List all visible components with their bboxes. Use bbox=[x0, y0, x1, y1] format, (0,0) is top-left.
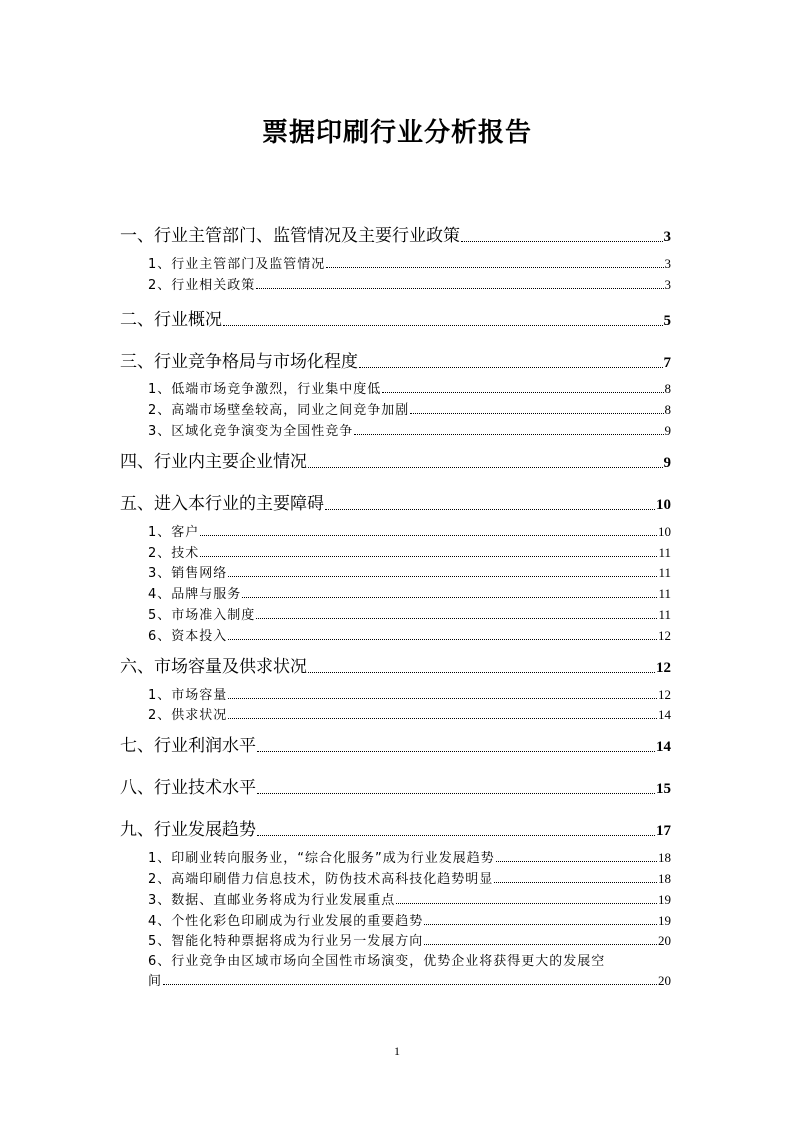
leader-dots bbox=[461, 240, 663, 242]
toc-page: 11 bbox=[658, 544, 671, 560]
leader-dots bbox=[359, 366, 663, 368]
toc-page: 3 bbox=[664, 276, 671, 292]
toc-label: 4、品牌与服务 bbox=[148, 587, 242, 603]
toc-label: 2、供求状况 bbox=[148, 708, 228, 724]
leader-dots bbox=[256, 287, 663, 289]
toc-page: 14 bbox=[658, 707, 671, 723]
toc-entry-9-2[interactable] bbox=[120, 866, 671, 887]
leader-dots bbox=[163, 983, 657, 985]
toc-entry-section-9[interactable] bbox=[120, 816, 671, 840]
toc-page: 14 bbox=[656, 739, 671, 756]
leader-dots bbox=[325, 508, 655, 510]
toc-page: 8 bbox=[664, 402, 671, 418]
toc-entry-3-2[interactable] bbox=[120, 397, 671, 418]
toc-entry-section-8[interactable] bbox=[120, 774, 671, 798]
toc-label: 六、市场容量及供求状况 bbox=[120, 656, 307, 677]
toc-entry-section-7[interactable] bbox=[120, 732, 671, 756]
toc-label: 1、低端市场竞争激烈，行业集中度低 bbox=[148, 382, 382, 398]
toc-label: 2、高端印刷借力信息技术，防伪技术高科技化趋势明显 bbox=[148, 871, 494, 887]
leader-dots bbox=[494, 881, 657, 883]
leader-dots bbox=[308, 671, 655, 673]
toc-entry-9-5[interactable] bbox=[120, 929, 671, 950]
toc-entry-3-1[interactable] bbox=[120, 377, 671, 398]
toc-entry-5-1[interactable] bbox=[120, 519, 671, 540]
toc-label: 3、区域化竞争演变为全国性竞争 bbox=[148, 423, 354, 439]
leader-dots bbox=[256, 617, 657, 619]
toc-label: 一、行业主管部门、监管情况及主要行业政策 bbox=[120, 226, 460, 246]
toc-page: 10 bbox=[658, 523, 671, 539]
toc-label: 八、行业技术水平 bbox=[120, 778, 256, 799]
toc-entry-9-1[interactable] bbox=[120, 845, 671, 866]
leader-dots bbox=[382, 391, 663, 393]
toc-page: 12 bbox=[658, 686, 671, 702]
toc-page: 18 bbox=[658, 850, 671, 866]
toc-page: 17 bbox=[656, 823, 671, 840]
toc-label: 1、行业主管部门及监管情况 bbox=[148, 256, 326, 272]
toc-page: 3 bbox=[664, 255, 671, 271]
toc-entry-3-3[interactable] bbox=[120, 418, 671, 439]
toc-label: 五、进入本行业的主要障碍 bbox=[120, 493, 324, 514]
toc-page: 19 bbox=[658, 912, 671, 928]
toc-entry-5-2[interactable] bbox=[120, 540, 671, 561]
leader-dots bbox=[223, 324, 663, 326]
toc-page: 12 bbox=[658, 627, 671, 643]
leader-dots bbox=[257, 792, 655, 794]
toc-entry-section-6[interactable] bbox=[120, 653, 671, 677]
leader-dots bbox=[410, 412, 663, 414]
toc-entry-6-2[interactable] bbox=[120, 703, 671, 724]
toc-label: 三、行业竞争格局与市场化程度 bbox=[120, 351, 358, 372]
toc-page: 7 bbox=[663, 354, 671, 371]
leader-dots bbox=[228, 638, 657, 640]
toc-entry-5-6[interactable] bbox=[120, 623, 671, 644]
toc-label: 5、智能化特种票据将成为行业另一发展方向 bbox=[148, 934, 424, 950]
toc-page: 3 bbox=[663, 229, 671, 245]
toc-entry-9-6-line-1[interactable] bbox=[120, 949, 671, 969]
toc-label: 1、印刷业转向服务业，“综合化服务”成为行业发展趋势 bbox=[148, 851, 495, 867]
toc-entry-9-6-line-2[interactable] bbox=[120, 969, 671, 989]
toc-label: 6、行业竞争由区域市场向全国性市场演变，优势企业将获得更大的发展空 bbox=[148, 954, 606, 970]
toc-entry-section-4[interactable] bbox=[120, 448, 671, 472]
toc-label: 2、技术 bbox=[148, 545, 200, 561]
leader-dots bbox=[326, 266, 663, 268]
toc-entry-6-1[interactable] bbox=[120, 682, 671, 703]
toc-page: 19 bbox=[658, 891, 671, 907]
leader-dots bbox=[424, 943, 657, 945]
leader-dots bbox=[242, 596, 657, 598]
toc-label: 2、行业相关政策 bbox=[148, 277, 256, 293]
toc-label: 4、个性化彩色印刷成为行业发展的重要趋势 bbox=[148, 913, 424, 929]
leader-dots bbox=[257, 750, 655, 752]
toc-label: 3、数据、直邮业务将成为行业发展重点 bbox=[148, 892, 396, 908]
toc-entry-9-3[interactable] bbox=[120, 887, 671, 908]
toc-label: 3、销售网络 bbox=[148, 566, 228, 582]
toc-entry-section-3[interactable] bbox=[120, 348, 671, 372]
leader-dots bbox=[354, 433, 663, 435]
toc-entry-1-2[interactable] bbox=[120, 272, 671, 293]
toc-label: 七、行业利润水平 bbox=[120, 736, 256, 757]
table-of-contents bbox=[120, 218, 671, 989]
toc-page: 11 bbox=[658, 565, 671, 581]
leader-dots bbox=[228, 717, 657, 719]
toc-entry-section-2[interactable] bbox=[120, 306, 671, 330]
toc-page: 5 bbox=[663, 312, 671, 329]
toc-entry-section-1[interactable] bbox=[120, 222, 671, 246]
toc-page: 15 bbox=[656, 781, 671, 798]
toc-label: 二、行业概况 bbox=[120, 309, 222, 330]
leader-dots bbox=[396, 902, 657, 904]
toc-label: 1、市场容量 bbox=[148, 687, 228, 703]
toc-page: 18 bbox=[658, 870, 671, 886]
toc-page: 8 bbox=[664, 381, 671, 397]
page-number: 1 bbox=[394, 1044, 400, 1058]
toc-entry-section-5[interactable] bbox=[120, 490, 671, 514]
leader-dots bbox=[257, 834, 655, 836]
leader-dots bbox=[200, 534, 657, 536]
toc-page: 20 bbox=[658, 973, 671, 989]
toc-page: 20 bbox=[658, 933, 671, 949]
toc-label: 6、资本投入 bbox=[148, 628, 228, 644]
toc-label: 1、客户 bbox=[148, 524, 200, 540]
toc-label: 5、市场准入制度 bbox=[148, 607, 256, 623]
toc-entry-5-3[interactable] bbox=[120, 561, 671, 582]
toc-page: 11 bbox=[658, 606, 671, 622]
toc-entry-9-4[interactable] bbox=[120, 908, 671, 929]
toc-page: 9 bbox=[663, 454, 671, 471]
leader-dots bbox=[496, 860, 657, 862]
toc-label: 四、行业内主要企业情况 bbox=[120, 451, 307, 472]
toc-entry-1-1[interactable] bbox=[120, 251, 671, 272]
toc-label-continued: 间 bbox=[148, 974, 163, 990]
leader-dots bbox=[228, 697, 657, 699]
document-title: 票据印刷行业分析报告 bbox=[261, 118, 532, 148]
leader-dots bbox=[308, 466, 663, 468]
toc-page: 12 bbox=[656, 659, 671, 676]
leader-dots bbox=[200, 555, 657, 557]
leader-dots bbox=[228, 575, 657, 577]
toc-page: 11 bbox=[658, 586, 671, 602]
toc-label: 九、行业发展趋势 bbox=[120, 820, 256, 841]
toc-entry-5-4[interactable] bbox=[120, 581, 671, 602]
toc-page: 10 bbox=[656, 496, 671, 513]
toc-page: 9 bbox=[664, 422, 671, 438]
leader-dots bbox=[424, 923, 657, 925]
toc-label: 2、高端市场壁垒较高，同业之间竞争加剧 bbox=[148, 403, 410, 419]
toc-entry-5-5[interactable] bbox=[120, 602, 671, 623]
